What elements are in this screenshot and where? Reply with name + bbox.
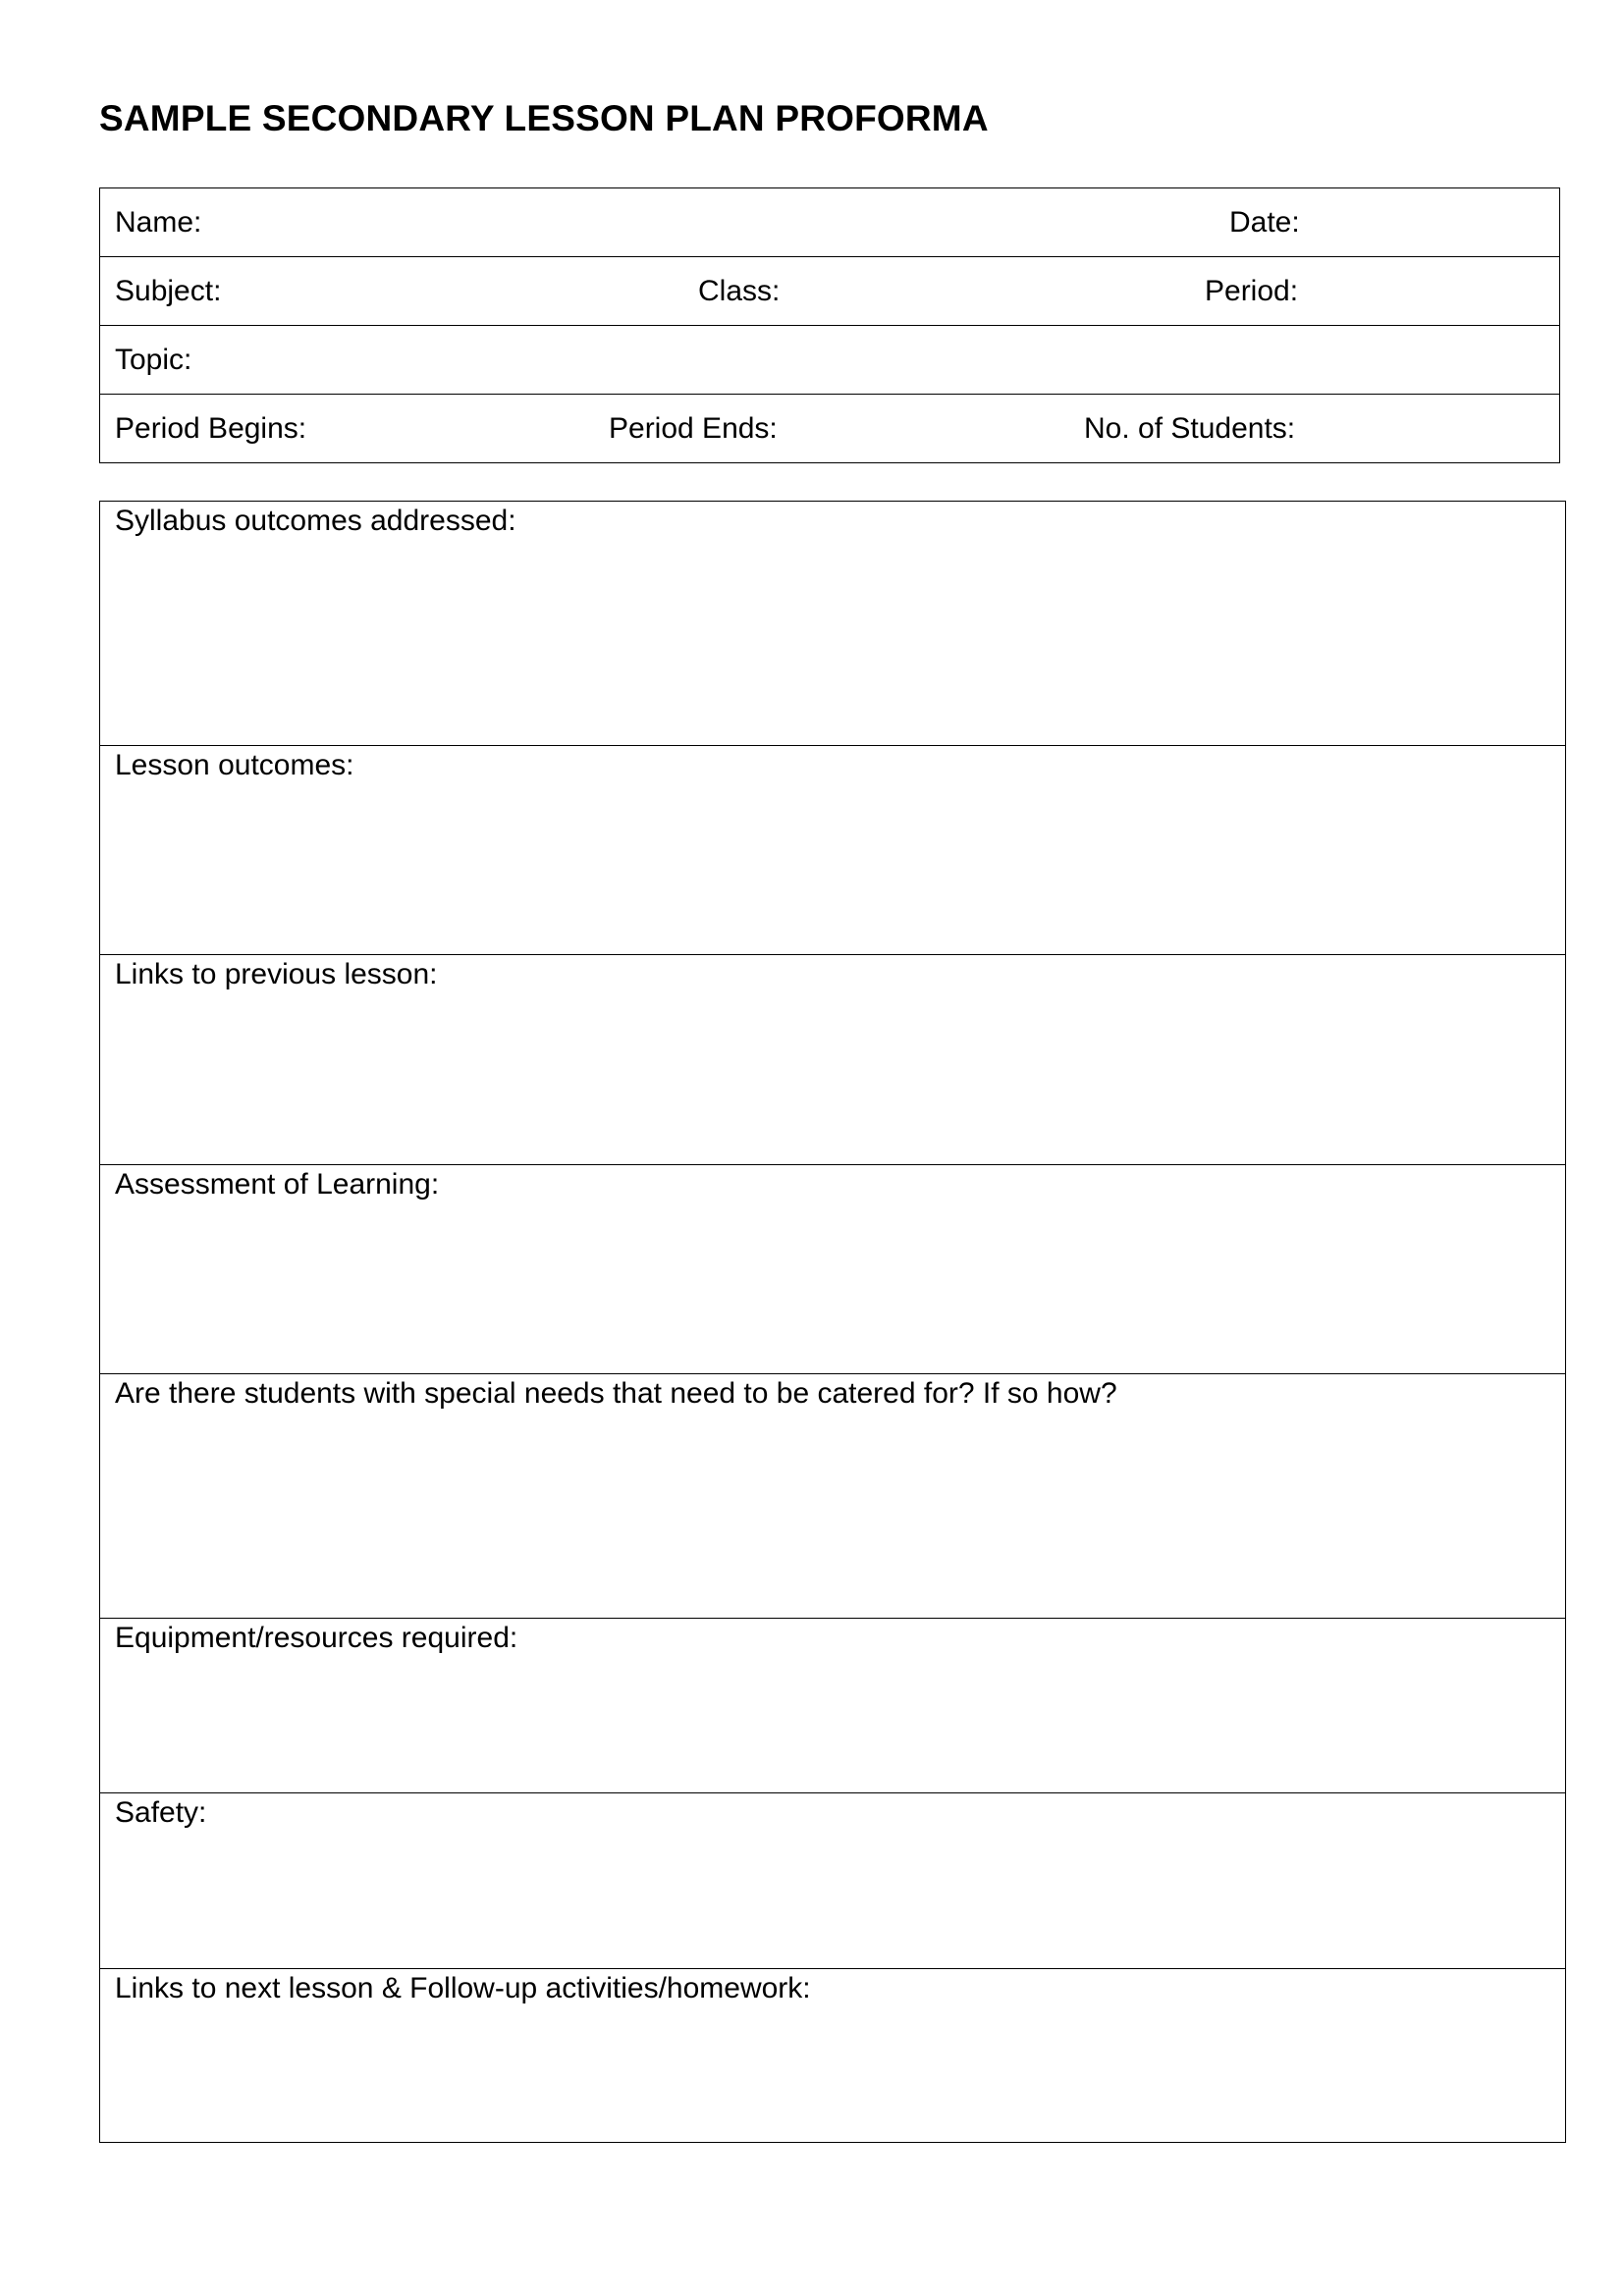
section-label: Syllabus outcomes addressed: xyxy=(115,505,516,537)
section-safety[interactable] xyxy=(100,1793,1565,1969)
section-label: Are there students with special needs that need to be catered for? If so how? xyxy=(115,1377,1117,1410)
name-field-label[interactable]: Name: xyxy=(115,206,202,239)
info-row-name-date xyxy=(100,188,1559,257)
info-row-subject-class-period xyxy=(100,257,1559,326)
section-special-needs[interactable] xyxy=(100,1374,1565,1619)
section-label: Links to previous lesson: xyxy=(115,958,438,990)
period-field-label[interactable]: Period: xyxy=(1205,275,1299,307)
class-field-label[interactable]: Class: xyxy=(698,275,781,307)
section-label: Links to next lesson & Follow-up activities/homework: xyxy=(115,1972,811,2004)
section-label: Equipment/resources required: xyxy=(115,1622,518,1654)
page-title: SAMPLE SECONDARY LESSON PLAN PROFORMA xyxy=(99,98,989,138)
topic-field-label[interactable]: Topic: xyxy=(115,344,192,376)
section-syllabus-outcomes[interactable] xyxy=(100,502,1565,746)
section-label: Lesson outcomes: xyxy=(115,749,354,781)
section-lesson-outcomes[interactable] xyxy=(100,746,1565,955)
date-field-label[interactable]: Date: xyxy=(1229,206,1300,239)
lesson-sections-table xyxy=(99,501,1566,2143)
section-label: Safety: xyxy=(115,1796,207,1829)
section-label: Assessment of Learning: xyxy=(115,1168,440,1201)
section-links-previous-lesson[interactable] xyxy=(100,955,1565,1165)
info-row-topic xyxy=(100,326,1559,395)
lesson-info-table xyxy=(99,187,1560,463)
section-equipment-resources[interactable] xyxy=(100,1619,1565,1793)
section-links-next-lesson[interactable] xyxy=(100,1969,1565,2141)
info-row-period-times xyxy=(100,395,1559,463)
period-begins-field-label[interactable]: Period Begins: xyxy=(115,412,307,445)
period-ends-field-label[interactable]: Period Ends: xyxy=(609,412,778,445)
num-students-field-label[interactable]: No. of Students: xyxy=(1084,412,1296,445)
subject-field-label[interactable]: Subject: xyxy=(115,275,222,307)
section-assessment[interactable] xyxy=(100,1165,1565,1374)
